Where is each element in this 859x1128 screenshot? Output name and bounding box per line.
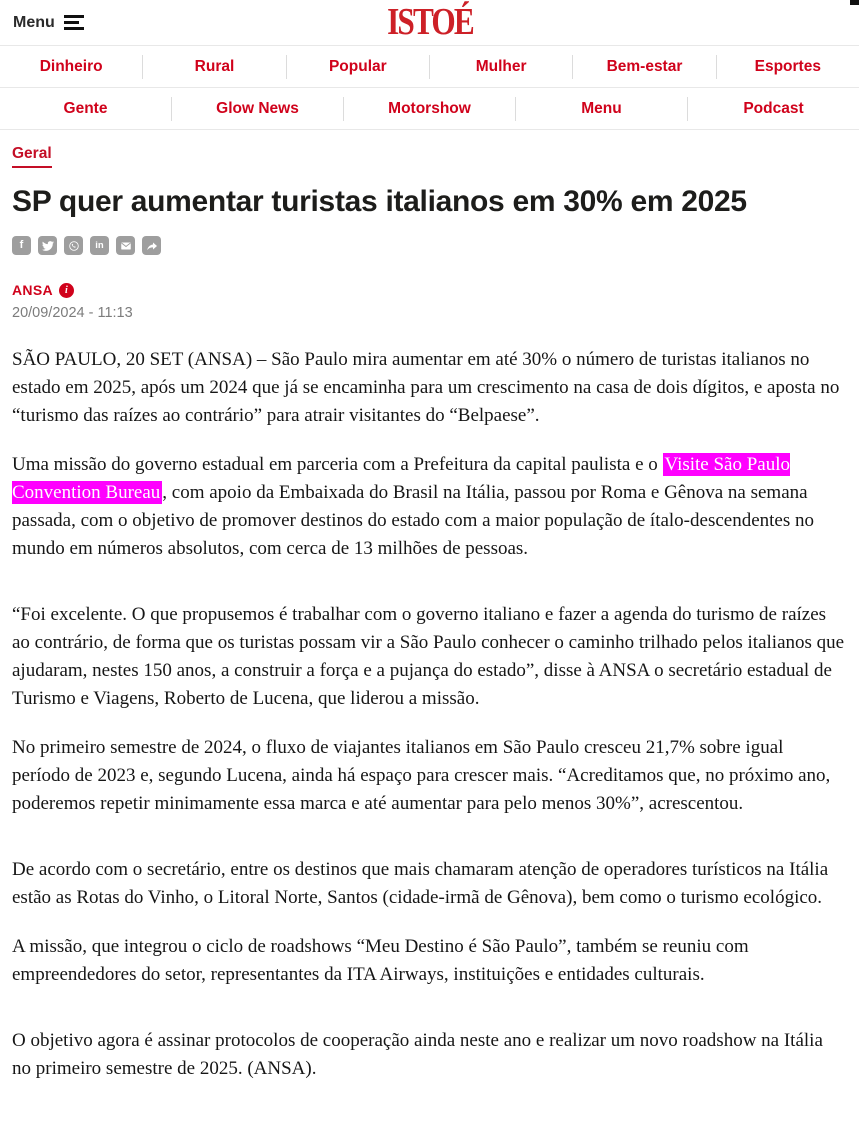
- nav-item-dinheiro[interactable]: Dinheiro: [39, 57, 103, 75]
- nav-item-mulher[interactable]: Mulher: [475, 57, 527, 75]
- share-facebook-button[interactable]: [12, 236, 31, 255]
- paragraph: De acordo com o secretário, entre os destinos que mais chamaram atenção de operadores turísticos na Itália estão as Rotas do Vinho, o Litoral Norte, Santos (cidade-irmã de Gênova), bem como o turismo ecológico.: [12, 859, 829, 908]
- share-email-button[interactable]: [116, 236, 135, 255]
- paragraph: [12, 451, 845, 563]
- category-link-geral[interactable]: Geral: [12, 145, 52, 168]
- nav-item-glow-news[interactable]: Glow News: [216, 99, 299, 117]
- menu-toggle-label: Menu: [13, 13, 55, 31]
- highlighted-text: Visite São Paulo Convention Bureau: [12, 454, 791, 503]
- facebook-icon: f: [19, 239, 24, 251]
- article-body: [12, 346, 845, 1083]
- paragraph-text: , com apoio da Embaixada do Brasil na Itália, passou por Roma e Gênova na semana passada, com o objetivo de promover destinos do estado com a maior população de ítalo-descendentes no mundo em números absolutos, com cerca de 13 milhões de pessoas.: [12, 482, 814, 559]
- nav-item-bem-estar[interactable]: Bem-estar: [606, 57, 683, 75]
- paragraph: “Foi excelente. O que propusemos é trabalhar com o governo italiano e fazer a agenda do turismo de raízes ao contrário, de forma que os turistas possam vir a São Paulo conhecer o caminho trilhado pelos italianos que ajudaram, nestes 150 anos, a construir a força e a pujança do estado”, disse à ANSA o secretário estadual de Turismo e Viagens, Roberto de Lucena, que liderou a missão.: [12, 604, 845, 709]
- byline-row: [12, 282, 845, 298]
- paragraph-text: Uma missão do governo estadual em parceria com a Prefeitura da capital paulista e o: [12, 454, 663, 475]
- nav-item-gente[interactable]: Gente: [63, 99, 108, 117]
- share-forward-button[interactable]: [142, 236, 161, 255]
- paragraph: SÃO PAULO, 20 SET (ANSA) – São Paulo mira aumentar em até 30% o número de turistas italianos no estado em 2025, após um 2024 que já se encaminha para um crescimento na casa de dois dígitos, e aposta no “turismo das raízes ao contrário” para atrair visitantes do “Belpaese”.: [12, 349, 840, 426]
- paragraph: A missão, que integrou o ciclo de roadshows “Meu Destino é São Paulo”, também se reuniu com empreendedores do setor, representantes da ITA Airways, instituições e entidades culturais.: [12, 936, 749, 985]
- hamburger-icon: [64, 15, 84, 30]
- source-name[interactable]: ANSA: [12, 282, 53, 298]
- paragraph: No primeiro semestre de 2024, o fluxo de viajantes italianos em São Paulo cresceu 21,7% sobre igual período de 2023 e, segundo Lucena, ainda há espaço para crescer mais. “Acreditamos que, no próximo ano, poderemos repetir minimamente essa marca e até aumentar para pelo menos 30%”, acrescentou.: [12, 737, 831, 814]
- nav-item-esportes[interactable]: Esportes: [754, 57, 821, 75]
- nav-item-rural[interactable]: Rural: [194, 57, 235, 75]
- share-whatsapp-button[interactable]: [64, 236, 83, 255]
- nav-item-podcast[interactable]: Podcast: [743, 99, 804, 117]
- share-buttons-row: [12, 236, 845, 255]
- share-twitter-button[interactable]: [38, 236, 57, 255]
- publish-datetime: 20/09/2024 - 11:13: [12, 305, 133, 321]
- menu-toggle-button[interactable]: [13, 14, 84, 32]
- primary-nav-row-1: [0, 46, 859, 88]
- primary-nav-row-2: [0, 88, 859, 130]
- share-linkedin-button[interactable]: [90, 236, 109, 255]
- nav-item-popular[interactable]: Popular: [328, 57, 387, 75]
- site-header: [0, 0, 859, 46]
- share-arrow-icon: [146, 240, 158, 252]
- twitter-icon: [42, 240, 54, 252]
- linkedin-icon: in: [95, 239, 104, 251]
- email-icon: [120, 240, 132, 252]
- whatsapp-icon: [68, 240, 80, 252]
- istoe-logo[interactable]: ISTOÉ: [386, 1, 473, 43]
- paragraph: O objetivo agora é assinar protocolos de cooperação ainda neste ano e realizar um novo roadshow na Itália no primeiro semestre de 2025. (ANSA).: [12, 1030, 823, 1079]
- article-content: [0, 130, 859, 1128]
- nav-item-menu[interactable]: Menu: [581, 99, 622, 117]
- article-headline: SP quer aumentar turistas italianos em 30% em 2025: [12, 185, 747, 218]
- nav-item-motorshow[interactable]: Motorshow: [388, 99, 471, 117]
- info-icon[interactable]: i: [59, 283, 74, 298]
